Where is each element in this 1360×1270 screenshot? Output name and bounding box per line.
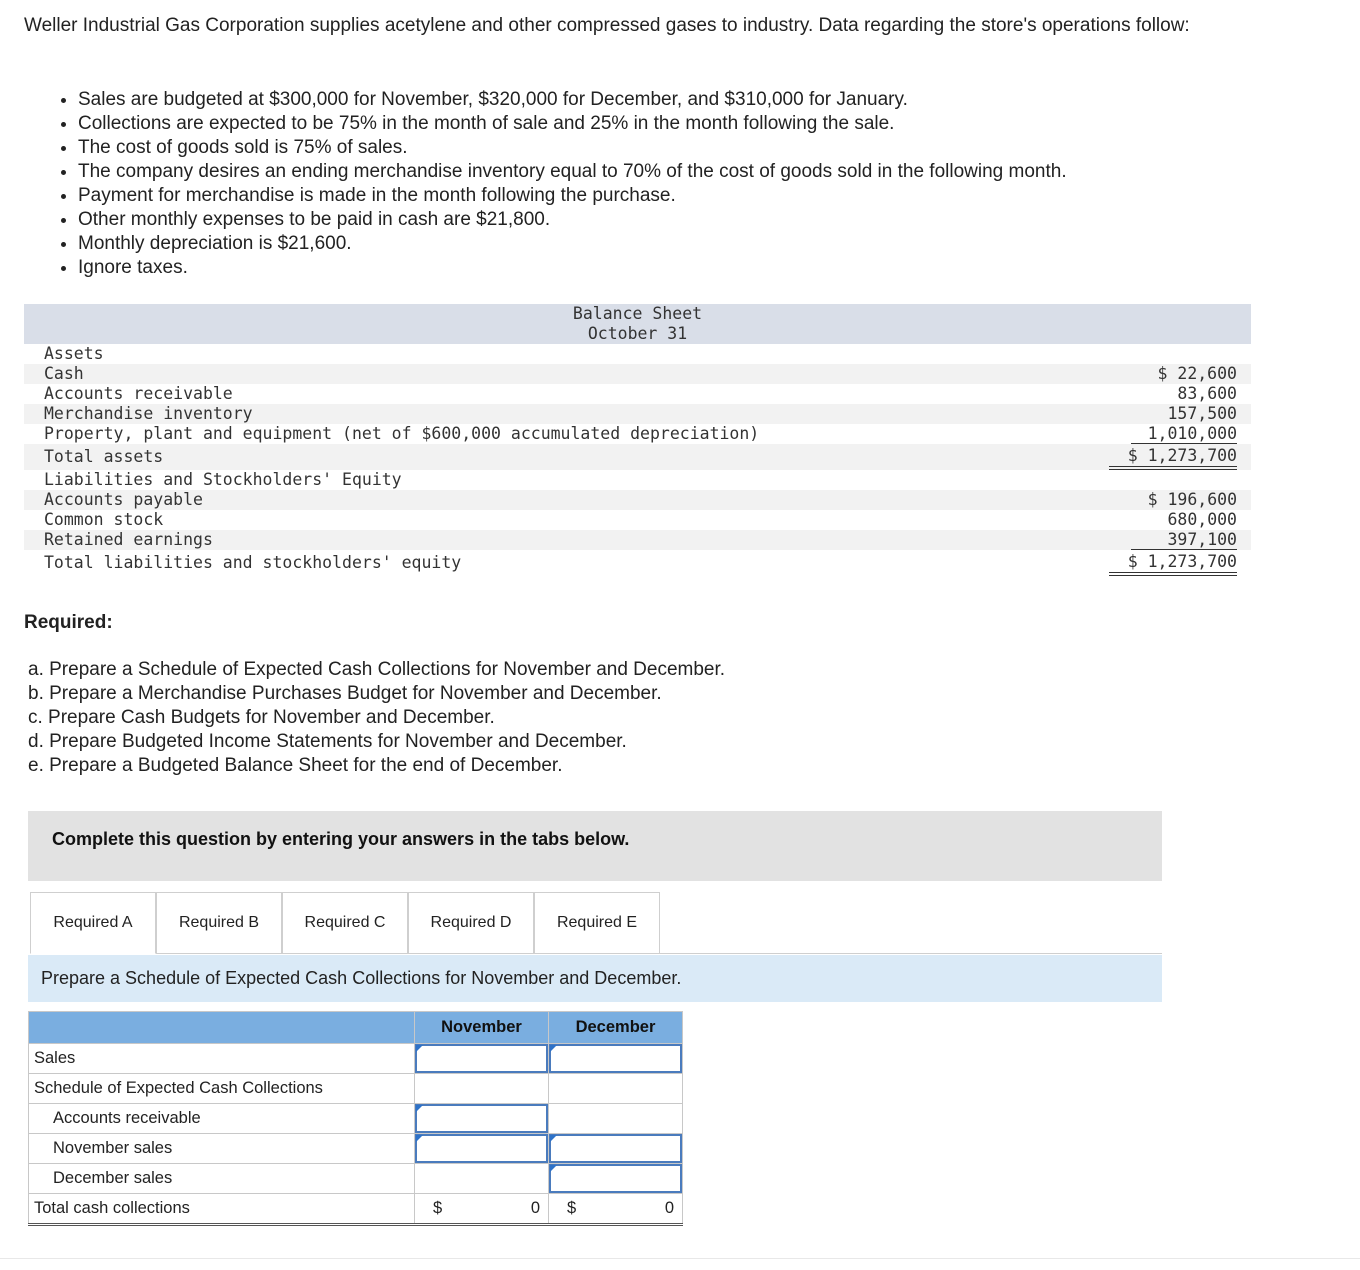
- header-blank: [29, 1012, 415, 1044]
- facts-list: [40, 88, 1318, 280]
- table-row: [29, 1104, 683, 1134]
- tab-required-a[interactable]: Required A: [30, 892, 156, 954]
- divider: [0, 1258, 1360, 1259]
- ppe-row: [24, 424, 1251, 444]
- table-row: [29, 1074, 683, 1104]
- cash-row: [24, 364, 1251, 384]
- cash-value: $ 22,600: [1157, 364, 1237, 383]
- list-item: d. Prepare Budgeted Income Statements for November and December.: [28, 731, 627, 752]
- balance-sheet-header: [24, 304, 1251, 344]
- balance-sheet: [24, 304, 1251, 576]
- table-header-row: [29, 1012, 683, 1044]
- table-row-total: [29, 1194, 683, 1225]
- sales-november-input[interactable]: [415, 1044, 548, 1073]
- total-assets-value: $ 1,273,700: [1109, 444, 1237, 470]
- cash-label: Cash: [44, 364, 84, 383]
- ppe-value: 1,010,000: [1131, 424, 1237, 444]
- inventory-label: Merchandise inventory: [44, 404, 253, 423]
- header-november: November: [415, 1012, 549, 1044]
- cash-collections-table: [28, 1011, 683, 1226]
- currency-symbol: $: [567, 1199, 577, 1217]
- list-item: a. Prepare a Schedule of Expected Cash Collections for November and December.: [28, 659, 726, 680]
- total-assets-row: [24, 444, 1251, 470]
- list-item: • The cost of goods sold is 75% of sales.: [78, 136, 1318, 160]
- tab-required-d[interactable]: Required D: [408, 892, 534, 954]
- nov-sales-december-input[interactable]: [549, 1134, 682, 1163]
- inventory-value: 157,500: [1167, 404, 1237, 423]
- inventory-row: [24, 404, 1251, 424]
- problem-intro: Weller Industrial Gas Corporation supplies acetylene and other compressed gases to industry. Data regarding the store's operations follow:: [24, 15, 1190, 36]
- common-stock-row: [24, 510, 1251, 530]
- list-item: c. Prepare Cash Budgets for November and December.: [28, 707, 495, 728]
- balance-sheet-date: October 31: [587, 324, 688, 343]
- balance-sheet-title: Balance Sheet: [572, 304, 703, 323]
- total-le-value: $ 1,273,700: [1109, 550, 1237, 576]
- instruction-banner: [28, 955, 1162, 1002]
- common-stock-value: 680,000: [1167, 510, 1237, 529]
- tab-required-b[interactable]: Required B: [156, 892, 282, 954]
- nov-sales-november-input[interactable]: [415, 1134, 548, 1163]
- dec-sales-december-input[interactable]: [549, 1164, 682, 1193]
- table-row: [29, 1134, 683, 1164]
- total-le-row: [24, 550, 1251, 576]
- sales-december-input[interactable]: [549, 1044, 682, 1073]
- ar-row: [24, 384, 1251, 404]
- liabilities-heading: Liabilities and Stockholders' Equity: [44, 470, 402, 489]
- currency-symbol: $: [433, 1199, 443, 1217]
- table-row: [29, 1164, 683, 1194]
- ppe-label: Property, plant and equipment (net of $600,000 accumulated depreciation): [44, 424, 760, 443]
- assets-heading: Assets: [44, 344, 104, 363]
- complete-prompt: Complete this question by entering your answers in the tabs below.: [52, 829, 630, 849]
- retained-earnings-value: 397,100: [1131, 530, 1237, 550]
- header-december: December: [549, 1012, 683, 1044]
- retained-earnings-label: Retained earnings: [44, 530, 213, 549]
- required-title: Required:: [24, 612, 113, 633]
- tab-required-c[interactable]: Required C: [282, 892, 408, 954]
- row-label-accounts-receivable: Accounts receivable: [29, 1104, 415, 1134]
- row-label-sales: Sales: [29, 1044, 415, 1074]
- row-label-total: Total cash collections: [29, 1194, 415, 1225]
- list-item: • Monthly depreciation is $21,600.: [78, 232, 1318, 256]
- total-november-value: 0: [530, 1199, 540, 1217]
- list-item: • Ignore taxes.: [78, 256, 1318, 280]
- list-item: • Collections are expected to be 75% in the month of sale and 25% in the month following the sale.: [78, 112, 1318, 136]
- list-item: • The company desires an ending merchandise inventory equal to 70% of the cost of goods sold in the following month.: [78, 160, 1318, 184]
- ap-row: [24, 490, 1251, 510]
- row-label-december-sales: December sales: [29, 1164, 415, 1194]
- total-le-label: Total liabilities and stockholders' equity: [44, 553, 462, 572]
- list-item: e. Prepare a Budgeted Balance Sheet for the end of December.: [28, 755, 563, 776]
- ar-label: Accounts receivable: [44, 384, 233, 403]
- required-list: [28, 658, 725, 778]
- list-item: • Other monthly expenses to be paid in cash are $21,800.: [78, 208, 1318, 232]
- total-december-value: 0: [664, 1199, 674, 1217]
- list-item: • Payment for merchandise is made in the month following the purchase.: [78, 184, 1318, 208]
- list-item: b. Prepare a Merchandise Purchases Budget for November and December.: [28, 683, 662, 704]
- row-label-november-sales: November sales: [29, 1134, 415, 1164]
- tab-required-e[interactable]: Required E: [534, 892, 660, 954]
- ar-november-input[interactable]: [415, 1104, 548, 1133]
- instruction-text: Prepare a Schedule of Expected Cash Collections for November and December.: [41, 968, 682, 988]
- total-assets-label: Total assets: [44, 447, 164, 466]
- row-label-schedule-heading: Schedule of Expected Cash Collections: [29, 1074, 415, 1104]
- table-row: [29, 1044, 683, 1074]
- ap-value: $ 196,600: [1147, 490, 1237, 509]
- ap-label: Accounts payable: [44, 490, 203, 509]
- total-november: [415, 1194, 548, 1223]
- complete-prompt-box: [28, 811, 1162, 881]
- retained-earnings-row: [24, 530, 1251, 550]
- common-stock-label: Common stock: [44, 510, 164, 529]
- ar-value: 83,600: [1177, 384, 1237, 403]
- list-item: • Sales are budgeted at $300,000 for November, $320,000 for December, and $310,000 for January.: [78, 88, 1318, 112]
- total-december: [549, 1194, 682, 1223]
